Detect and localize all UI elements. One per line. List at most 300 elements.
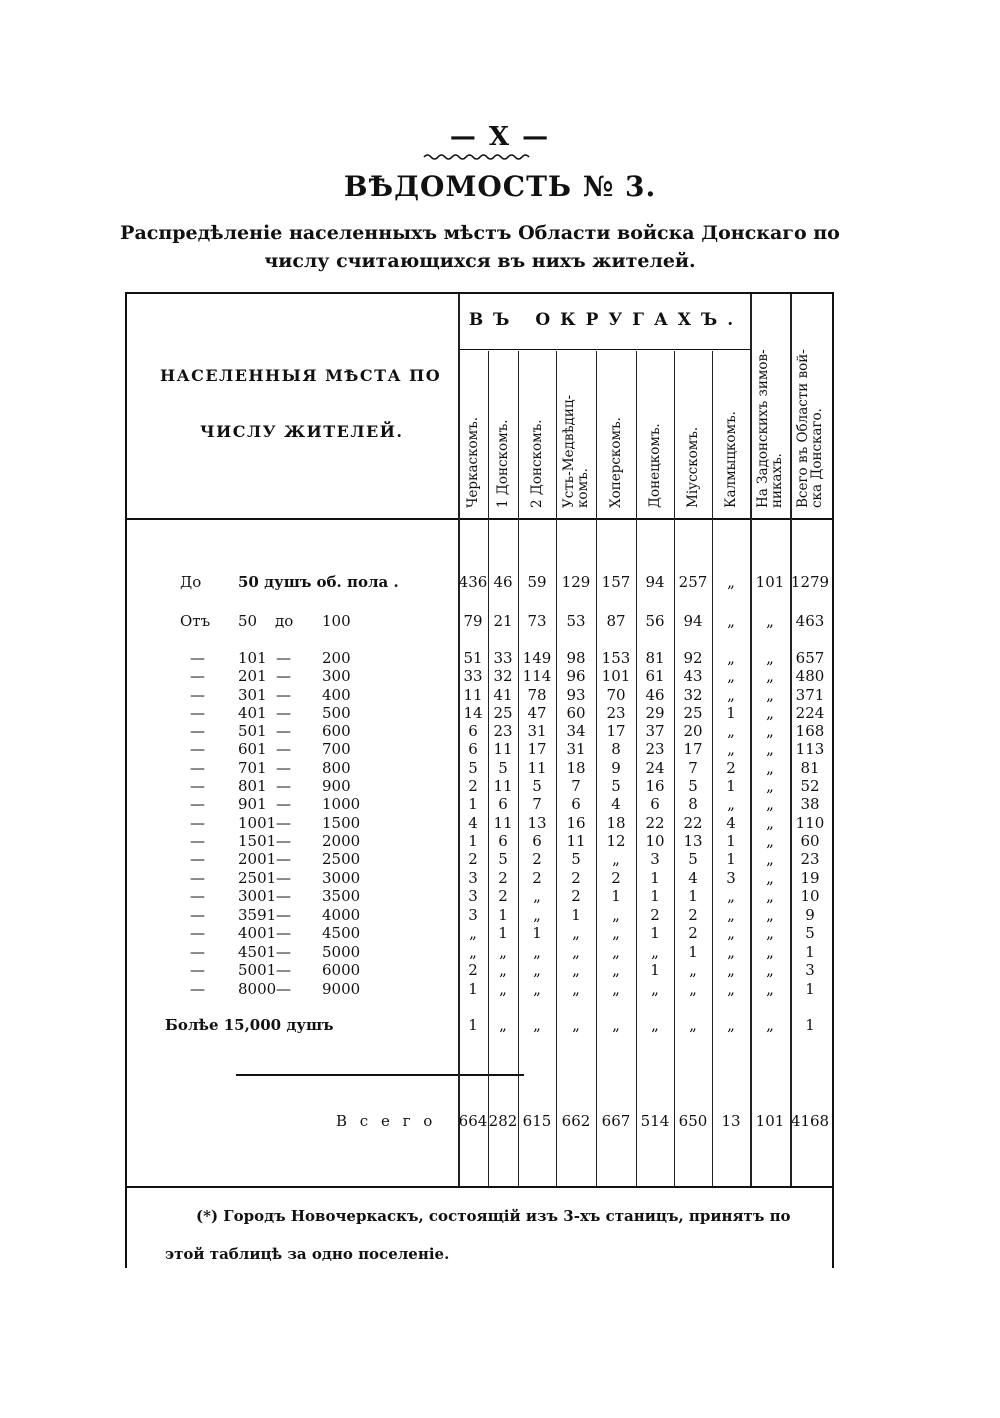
table-cell: „ xyxy=(689,1016,697,1034)
table-cell: 2 xyxy=(611,869,621,887)
row-label-part: — xyxy=(276,906,291,924)
table-cell: „ xyxy=(727,612,735,630)
table-cell: 41 xyxy=(493,686,513,704)
total-cell: 514 xyxy=(640,1112,670,1130)
row-label-part: — xyxy=(276,869,291,887)
table-cell: 2 xyxy=(498,869,508,887)
row-label-part: 3000 xyxy=(322,869,361,887)
table-cell: 16 xyxy=(645,777,665,795)
table-cell: „ xyxy=(533,906,541,924)
row-label-part: 9000 xyxy=(322,980,361,998)
row-label-part: — xyxy=(276,924,291,942)
table-cell: 5 xyxy=(498,850,508,868)
table-cell: 61 xyxy=(645,667,665,685)
table-cell: 11 xyxy=(566,832,586,850)
total-cell: 13 xyxy=(721,1112,741,1130)
table-cell: 37 xyxy=(645,722,665,740)
row-label-part: Отъ xyxy=(180,612,211,630)
table-cell: „ xyxy=(766,759,774,777)
table-cell: 153 xyxy=(601,649,631,667)
table-cell: 149 xyxy=(522,649,552,667)
total-cell: 662 xyxy=(561,1112,591,1130)
table-cell: 2 xyxy=(468,850,478,868)
document-title: ВѢДОМОСТЬ № 3. xyxy=(343,170,657,203)
table-cell: 59 xyxy=(527,573,547,591)
table-cell: 13 xyxy=(683,832,703,850)
table-cell: 31 xyxy=(566,740,586,758)
total-cell: 4168 xyxy=(790,1112,830,1130)
table-cell: 7 xyxy=(688,759,698,777)
table-cell: 79 xyxy=(463,612,483,630)
row-label-part: — xyxy=(190,649,205,667)
table-cell: „ xyxy=(612,850,620,868)
row-label-part: 3591 xyxy=(238,906,277,924)
table-cell: 2 xyxy=(650,906,660,924)
table-cell: 52 xyxy=(800,777,820,795)
table-cell: 6 xyxy=(650,795,660,813)
column-header-label: Хоперскомъ. xyxy=(608,417,624,508)
row-label-part: — xyxy=(276,814,291,832)
table-cell: 5 xyxy=(498,759,508,777)
table-cell: 1 xyxy=(688,943,698,961)
table-cell: 18 xyxy=(606,814,626,832)
table-cell: 23 xyxy=(645,740,665,758)
row-label-part: — xyxy=(190,980,205,998)
table-cell: 81 xyxy=(645,649,665,667)
row-label-part: — xyxy=(190,887,205,905)
row-label-part: — xyxy=(190,906,205,924)
table-cell: 1 xyxy=(468,1016,478,1034)
table-cell: 17 xyxy=(683,740,703,758)
table-cell: 3 xyxy=(650,850,660,868)
table-cell: „ xyxy=(572,980,580,998)
table-cell: 70 xyxy=(606,686,626,704)
table-cell: 2 xyxy=(532,850,542,868)
column-header-9 xyxy=(750,298,790,508)
footer-divider xyxy=(125,1186,832,1188)
row-label-part: — xyxy=(190,832,205,850)
row-label-part: 700 xyxy=(322,740,351,758)
table-cell: 60 xyxy=(800,832,820,850)
row-label-part: 50 душъ об. пола . xyxy=(238,573,399,591)
table-cell: 1 xyxy=(650,887,660,905)
row-label-part: 501 xyxy=(238,722,267,740)
table-cell: 3 xyxy=(468,887,478,905)
table-cell: „ xyxy=(766,832,774,850)
table-cell: „ xyxy=(766,777,774,795)
table-cell: „ xyxy=(766,850,774,868)
footnote-line-2: этой таблицѣ за одно поселеніе. xyxy=(165,1245,450,1263)
table-cell: 1 xyxy=(726,704,736,722)
row-label-part: — xyxy=(190,943,205,961)
row-label-part: 50 xyxy=(238,612,258,630)
row-label-part: 3500 xyxy=(322,887,361,905)
row-label-part: 801 xyxy=(238,777,267,795)
table-cell: 17 xyxy=(606,722,626,740)
table-cell: „ xyxy=(651,943,659,961)
total-cell: 664 xyxy=(458,1112,488,1130)
table-cell: „ xyxy=(689,961,697,979)
table-cell: 129 xyxy=(561,573,591,591)
table-cell: „ xyxy=(533,887,541,905)
table-cell: „ xyxy=(727,961,735,979)
column-header-label: 2 Донскомъ. xyxy=(529,419,545,508)
table-cell: „ xyxy=(533,943,541,961)
table-cell: 19 xyxy=(800,869,820,887)
table-cell: 6 xyxy=(532,832,542,850)
table-cell: 9 xyxy=(805,906,815,924)
row-label-part: 800 xyxy=(322,759,351,777)
table-cell: 23 xyxy=(606,704,626,722)
row-label-part: 900 xyxy=(322,777,351,795)
table-cell: 96 xyxy=(566,667,586,685)
table-cell: 3 xyxy=(805,961,815,979)
table-cell: 22 xyxy=(645,814,665,832)
table-cell: „ xyxy=(727,722,735,740)
table-cell: 6 xyxy=(498,795,508,813)
table-cell: 11 xyxy=(463,686,483,704)
table-cell: 2 xyxy=(468,961,478,979)
total-cell: 101 xyxy=(755,1112,785,1130)
table-cell: 1 xyxy=(650,961,660,979)
row-label-part: 1001 xyxy=(238,814,277,832)
table-cell: 56 xyxy=(645,612,665,630)
row-label-part: 500 xyxy=(322,704,351,722)
table-cell: „ xyxy=(766,667,774,685)
row-label-part: — xyxy=(276,943,291,961)
row-label-part: — xyxy=(276,667,291,685)
table-cell: 113 xyxy=(795,740,825,758)
total-cell: 667 xyxy=(601,1112,631,1130)
table-cell: 5 xyxy=(468,759,478,777)
table-cell: 13 xyxy=(527,814,547,832)
table-cell: „ xyxy=(766,814,774,832)
table-cell: „ xyxy=(766,943,774,961)
table-cell: 47 xyxy=(527,704,547,722)
table-cell: 8 xyxy=(688,795,698,813)
column-header-label: 1 Донскомъ. xyxy=(495,419,511,508)
table-cell: 8 xyxy=(611,740,621,758)
table-cell: „ xyxy=(766,686,774,704)
row-label-part: 4001 xyxy=(238,924,277,942)
table-cell: 371 xyxy=(795,686,825,704)
table-cell: 93 xyxy=(566,686,586,704)
table-cell: „ xyxy=(727,924,735,942)
table-cell: 2 xyxy=(532,869,542,887)
column-header-8 xyxy=(712,355,750,508)
row-label-part: 5001 xyxy=(238,961,277,979)
row-label-part: — xyxy=(276,887,291,905)
table-cell: 1 xyxy=(726,777,736,795)
table-cell: 33 xyxy=(463,667,483,685)
row-label-part: — xyxy=(276,980,291,998)
table-cell: 6 xyxy=(498,832,508,850)
table-cell: „ xyxy=(766,649,774,667)
table-cell: „ xyxy=(766,704,774,722)
row-label-part: Болѣе 15,000 душъ xyxy=(165,1016,334,1034)
table-cell: 1 xyxy=(498,906,508,924)
stub-header-line-1: НАСЕЛЕННЫЯ МѢСТА ПО xyxy=(160,366,442,385)
table-cell: 10 xyxy=(645,832,665,850)
table-cell: „ xyxy=(727,943,735,961)
row-label-part: 2001 xyxy=(238,850,277,868)
table-cell: 436 xyxy=(458,573,488,591)
row-label-part: — xyxy=(276,759,291,777)
table-cell: 101 xyxy=(601,667,631,685)
table-cell: 1 xyxy=(468,832,478,850)
table-cell: 7 xyxy=(571,777,581,795)
table-cell: „ xyxy=(499,961,507,979)
total-cell: 282 xyxy=(488,1112,518,1130)
table-cell: 43 xyxy=(683,667,703,685)
column-header-label: Калмыцкомъ. xyxy=(723,411,739,508)
row-label-part: 2501 xyxy=(238,869,277,887)
table-cell: 2 xyxy=(726,759,736,777)
column-header-1 xyxy=(458,355,488,508)
table-cell: „ xyxy=(533,980,541,998)
row-label-part: 1500 xyxy=(322,814,361,832)
footnote-line-1: (*) Городъ Новочеркаскъ, состоящій изъ 3-хъ станицъ, принятъ по xyxy=(196,1207,791,1225)
row-label-part: До xyxy=(180,573,202,591)
row-label-part: 1501 xyxy=(238,832,277,850)
table-cell: 657 xyxy=(795,649,825,667)
row-label-part: — xyxy=(276,649,291,667)
table-cell: „ xyxy=(766,961,774,979)
table-cell: 21 xyxy=(493,612,513,630)
column-header-2 xyxy=(488,355,518,508)
table-cell: 24 xyxy=(645,759,665,777)
table-cell: 94 xyxy=(683,612,703,630)
total-cell: 650 xyxy=(678,1112,708,1130)
column-header-7 xyxy=(674,355,712,508)
table-cell: „ xyxy=(572,961,580,979)
header-divider xyxy=(125,518,832,520)
table-cell: 5 xyxy=(571,850,581,868)
row-label-part: — xyxy=(190,740,205,758)
table-cell: 78 xyxy=(527,686,547,704)
table-cell: 1 xyxy=(805,1016,815,1034)
table-cell: 3 xyxy=(468,906,478,924)
row-label-part: — xyxy=(276,961,291,979)
table-cell: „ xyxy=(612,980,620,998)
table-cell: 81 xyxy=(800,759,820,777)
column-header-label: Всего въ Области вой- ска Донскаго. xyxy=(795,349,825,508)
table-cell: 87 xyxy=(606,612,626,630)
stub-header-line-2: ЧИСЛУ ЖИТЕЛЕЙ. xyxy=(200,422,404,441)
row-label-part: — xyxy=(190,777,205,795)
table-cell: 1 xyxy=(611,887,621,905)
column-header-10 xyxy=(790,298,830,508)
row-label-part: — xyxy=(190,850,205,868)
column-header-5 xyxy=(596,355,636,508)
table-cell: 1 xyxy=(650,924,660,942)
table-cell: 98 xyxy=(566,649,586,667)
table-cell: 46 xyxy=(645,686,665,704)
table-cell: 25 xyxy=(493,704,513,722)
table-cell: 168 xyxy=(795,722,825,740)
table-cell: 2 xyxy=(571,887,581,905)
table-cell: 11 xyxy=(493,740,513,758)
table-cell: 1 xyxy=(726,850,736,868)
table-cell: 2 xyxy=(688,924,698,942)
table-cell: „ xyxy=(727,887,735,905)
table-cell: „ xyxy=(727,795,735,813)
table-cell: 32 xyxy=(493,667,513,685)
table-cell: 257 xyxy=(678,573,708,591)
table-cell: „ xyxy=(766,906,774,924)
table-cell: „ xyxy=(727,906,735,924)
row-label-part: 4000 xyxy=(322,906,361,924)
table-cell: 4 xyxy=(726,814,736,832)
table-cell: 480 xyxy=(795,667,825,685)
table-cell: „ xyxy=(766,980,774,998)
row-label-part: — xyxy=(190,869,205,887)
row-label-part: — xyxy=(190,667,205,685)
table-cell: 23 xyxy=(800,850,820,868)
row-label-part: — xyxy=(276,850,291,868)
table-cell: „ xyxy=(727,740,735,758)
row-label-part: 6000 xyxy=(322,961,361,979)
table-cell: „ xyxy=(766,740,774,758)
table-cell: 16 xyxy=(566,814,586,832)
row-label-part: 1000 xyxy=(322,795,361,813)
column-header-label: На Задонскихъ зимов- никахъ. xyxy=(755,349,785,508)
table-cell: „ xyxy=(766,795,774,813)
table-cell: 9 xyxy=(611,759,621,777)
table-cell: 2 xyxy=(498,887,508,905)
table-cell: 14 xyxy=(463,704,483,722)
row-label-part: — xyxy=(190,814,205,832)
table-cell: 60 xyxy=(566,704,586,722)
table-cell: 224 xyxy=(795,704,825,722)
table-cell: „ xyxy=(727,667,735,685)
row-label-part: — xyxy=(276,777,291,795)
table-cell: 23 xyxy=(493,722,513,740)
table-cell: 110 xyxy=(795,814,825,832)
group-header-underline xyxy=(460,349,752,350)
row-label-part: 400 xyxy=(322,686,351,704)
column-header-label: Міусскомъ. xyxy=(685,426,701,508)
table-cell: 6 xyxy=(468,740,478,758)
table-cell: „ xyxy=(766,1016,774,1034)
table-cell: 1 xyxy=(726,832,736,850)
table-cell: 11 xyxy=(527,759,547,777)
decorative-squiggle xyxy=(422,152,534,162)
table-cell: 33 xyxy=(493,649,513,667)
table-cell: „ xyxy=(572,943,580,961)
table-cell: 46 xyxy=(493,573,513,591)
table-cell: „ xyxy=(766,869,774,887)
table-cell: 18 xyxy=(566,759,586,777)
row-label-part: 5000 xyxy=(322,943,361,961)
row-label-part: 8000 xyxy=(238,980,277,998)
row-label-part: 301 xyxy=(238,686,267,704)
table-cell: 3 xyxy=(468,869,478,887)
row-label-part: 701 xyxy=(238,759,267,777)
row-label-part: 100 xyxy=(322,612,351,630)
row-label-part: 300 xyxy=(322,667,351,685)
column-header-3 xyxy=(518,355,556,508)
table-cell: 11 xyxy=(493,777,513,795)
table-cell: 6 xyxy=(571,795,581,813)
table-cell: 1 xyxy=(468,795,478,813)
subtitle-line-1: Распредѣленіе населенныхъ мѣстъ Области войска Донскаго по xyxy=(120,222,840,244)
table-cell: „ xyxy=(612,1016,620,1034)
row-label-part: — xyxy=(276,832,291,850)
row-label-part: — xyxy=(276,722,291,740)
total-cell: 615 xyxy=(522,1112,552,1130)
table-cell: 5 xyxy=(688,850,698,868)
table-cell: „ xyxy=(689,980,697,998)
row-label-part: — xyxy=(190,704,205,722)
table-cell: „ xyxy=(499,943,507,961)
table-cell: „ xyxy=(469,924,477,942)
table-cell: „ xyxy=(766,612,774,630)
row-label-part: 600 xyxy=(322,722,351,740)
row-label-part: 101 xyxy=(238,649,267,667)
column-header-6 xyxy=(636,355,674,508)
page-number: — X — xyxy=(449,122,551,152)
table-cell: 1 xyxy=(498,924,508,942)
table-cell: 2 xyxy=(571,869,581,887)
row-label-part: — xyxy=(276,704,291,722)
table-cell: 1 xyxy=(468,980,478,998)
table-cell: 29 xyxy=(645,704,665,722)
table-cell: „ xyxy=(727,980,735,998)
table-cell: „ xyxy=(612,906,620,924)
row-label-part: 4500 xyxy=(322,924,361,942)
table-cell: 157 xyxy=(601,573,631,591)
table-cell: 1 xyxy=(532,924,542,942)
subtitle-line-2: числу считающихся въ нихъ жителей. xyxy=(264,250,696,272)
table-cell: 11 xyxy=(493,814,513,832)
row-label-part: — xyxy=(190,961,205,979)
table-cell: 32 xyxy=(683,686,703,704)
table-cell: 5 xyxy=(805,924,815,942)
table-cell: „ xyxy=(766,722,774,740)
table-cell: 34 xyxy=(566,722,586,740)
row-label-part: 2500 xyxy=(322,850,361,868)
table-cell: 12 xyxy=(606,832,626,850)
total-label: В с е г о xyxy=(336,1112,437,1130)
table-cell: „ xyxy=(727,649,735,667)
table-cell: 6 xyxy=(468,722,478,740)
table-cell: 1 xyxy=(805,943,815,961)
table-cell: 92 xyxy=(683,649,703,667)
table-cell: 1 xyxy=(650,869,660,887)
table-cell: „ xyxy=(469,943,477,961)
row-label-part: 901 xyxy=(238,795,267,813)
table-cell: 3 xyxy=(726,869,736,887)
table-cell: 4 xyxy=(611,795,621,813)
table-cell: „ xyxy=(612,943,620,961)
table-cell: 2 xyxy=(688,906,698,924)
table-cell: 463 xyxy=(795,612,825,630)
row-label-part: — xyxy=(276,795,291,813)
table-cell: „ xyxy=(612,924,620,942)
table-cell: 5 xyxy=(611,777,621,795)
table-cell: „ xyxy=(727,573,735,591)
row-label-part: 601 xyxy=(238,740,267,758)
table-cell: „ xyxy=(499,1016,507,1034)
table-cell: „ xyxy=(651,980,659,998)
row-label-part: 200 xyxy=(322,649,351,667)
row-label-part: 201 xyxy=(238,667,267,685)
column-header-label: Усть-Медвѣдиц- комъ. xyxy=(561,394,591,508)
table-cell: 94 xyxy=(645,573,665,591)
table-cell: 2 xyxy=(468,777,478,795)
table-cell: 4 xyxy=(468,814,478,832)
